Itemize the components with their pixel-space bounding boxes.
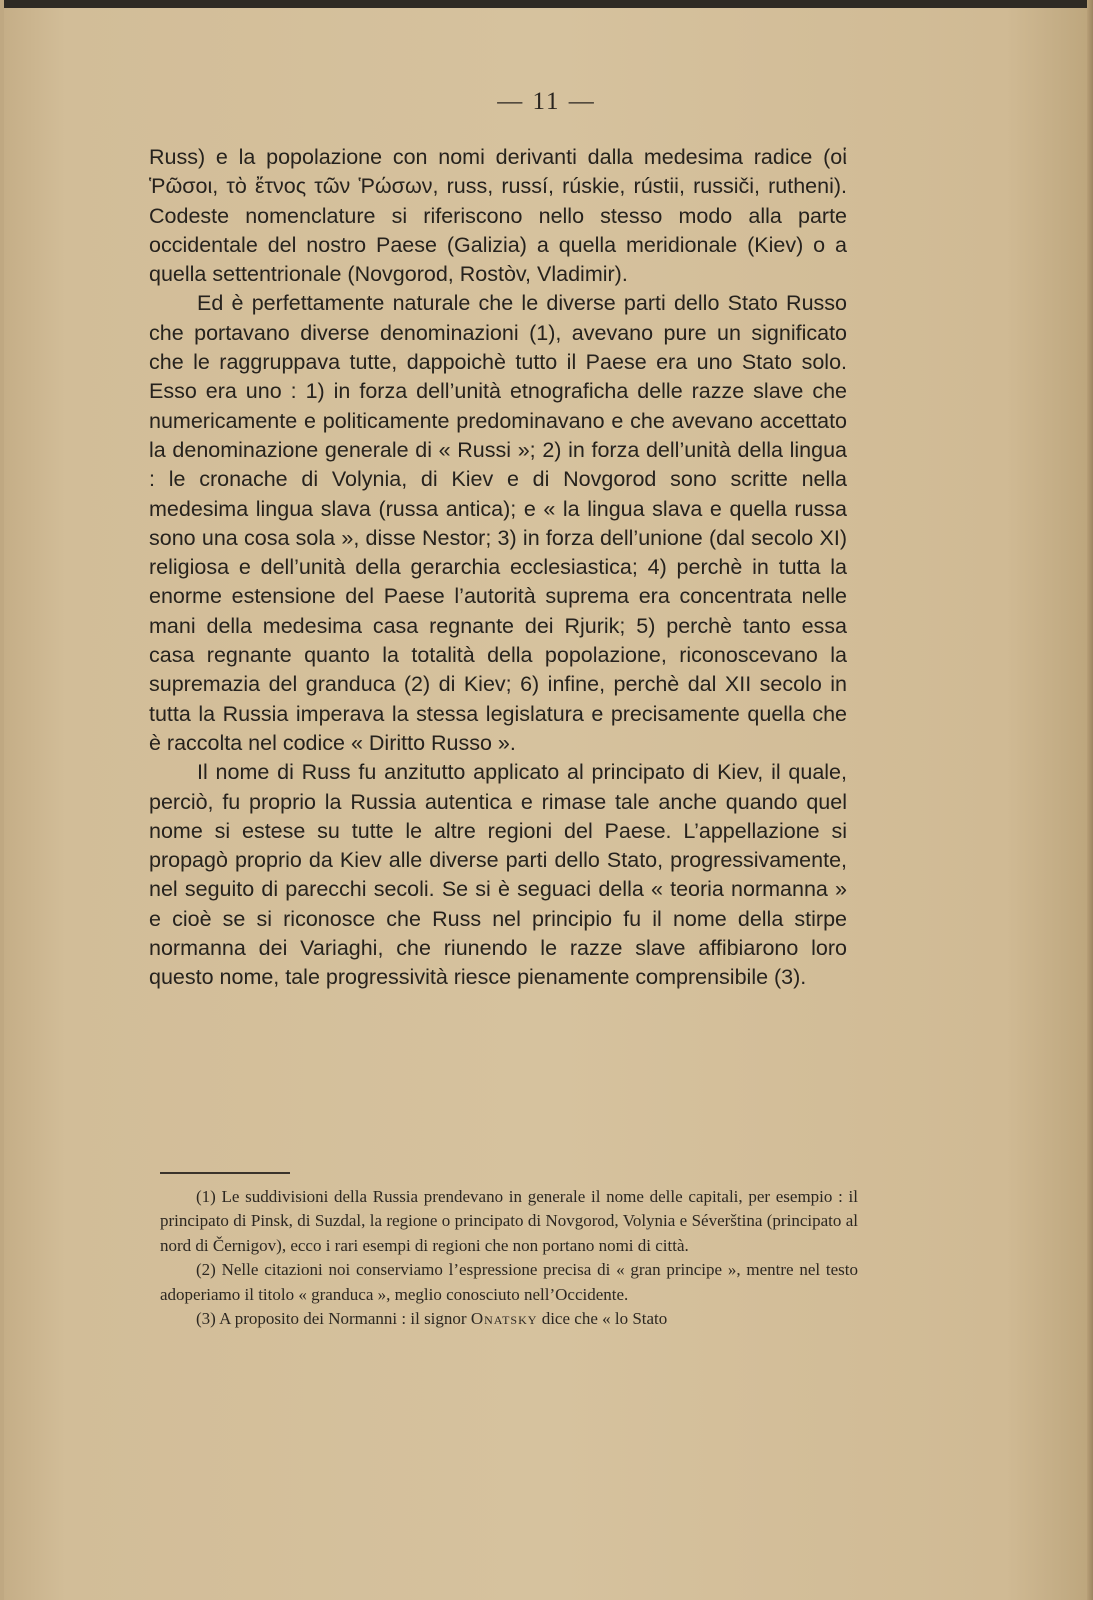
page-top-edge	[0, 0, 1093, 8]
footnotes	[160, 1185, 858, 1331]
footnote-rule	[160, 1172, 290, 1174]
author-name: Onatsky	[470, 1309, 538, 1329]
paragraph-2: Ed è perfettamente naturale che le diverse parti dello Stato Russo che portavano diverse denominazioni (1), avevano pure un significato che le raggruppava tutte, dappoichè tutto il Paese era uno Stato solo. Esso era uno : 1) in forza dell’unità etnograficha delle razze slave che numericamente e politicamente predominavano e che avevano accettato la denominazione generale di « Russi »; 2) in forza dell’unità della lingua : le cronache di Volynia, di Kiev e di Novgorod sono scritte nella medesima lingua slava (russa antica); e « la lingua slava e quella russa sono una cosa sola », disse Nestor; 3) in forza dell’unione (dal secolo XI) religiosa e dell’unità della gerarchia ecclesiastica; 4) perchè in tutta la enorme estensione del Paese l’autorità suprema era concentrata nelle mani della medesima casa regnante dei Rjurik; 5) perchè tanto essa casa regnante quanto la totalità della popolazione, riconoscevano la supremazia del granduca (2) di Kiev; 6) infine, perchè dal XII secolo in tutta la Russia imperava la stessa legislatura e precisamente quella che è raccolta nel codice « Diritto Russo ».	[149, 291, 847, 755]
footnote-2: (2) Nelle citazioni noi conserviamo l’espressione precisa di « gran principe », mentre nel testo adoperiamo il titolo « granduca », meglio conosciuto nell’Occidente.	[160, 1260, 858, 1304]
page-right-edge	[1087, 0, 1093, 1600]
footnote-3-end: dice che « lo Stato	[541, 1309, 668, 1329]
paragraph-3: Il nome di Russ fu anzitutto applicato al principato di Kiev, il quale, perciò, fu proprio la Russia autentica e rimase tale anche quando quel nome si estese su tutte le altre regioni del Paese. L’appellazione si propagò proprio da Kiev alle diverse parti dello Stato, progressivamente, nel seguito di parecchi secoli. Se si è seguaci della « teoria normanna » e cioè se si riconosce che Russ nel principio fu il nome della stirpe normanna dei Variaghi, che riunendo le razze slave affibiarono loro questo nome, tale progressività riesce pienamente comprensibile (3).	[149, 760, 847, 990]
paragraph-1: Russ) e la popolazione con nomi derivanti dalla medesima radice (οἱ Ῥῶσοι, τὸ ἔτνος τῶν Ῥώσων, russ, russí, rúskie, rústii, russiči, rutheni). Codeste nomenclature si riferiscono nello stesso modo alla parte occidentale del nostro Paese (Galizia) a quella meridionale (Kiev) o a quella settentrionale (Novgorod, Rostòv, Vladimir).	[149, 145, 847, 287]
page-number: — 11 —	[497, 88, 596, 115]
page-left-edge	[0, 0, 4, 1600]
main-text	[149, 143, 847, 993]
footnote-3-start: (3) A proposito dei Normanni : il signor	[196, 1309, 467, 1329]
footnote-1: (1) Le suddivisioni della Russia prendevano in generale il nome delle capitali, per esempio : il principato di Pinsk, di Suzdal, la regione o principato di Novgorod, Volynia e Séverština (principato al nord di Černigov), ecco i rari esempi di regioni che non portano nomi di città.	[160, 1187, 858, 1255]
footnote-3	[160, 1307, 858, 1331]
